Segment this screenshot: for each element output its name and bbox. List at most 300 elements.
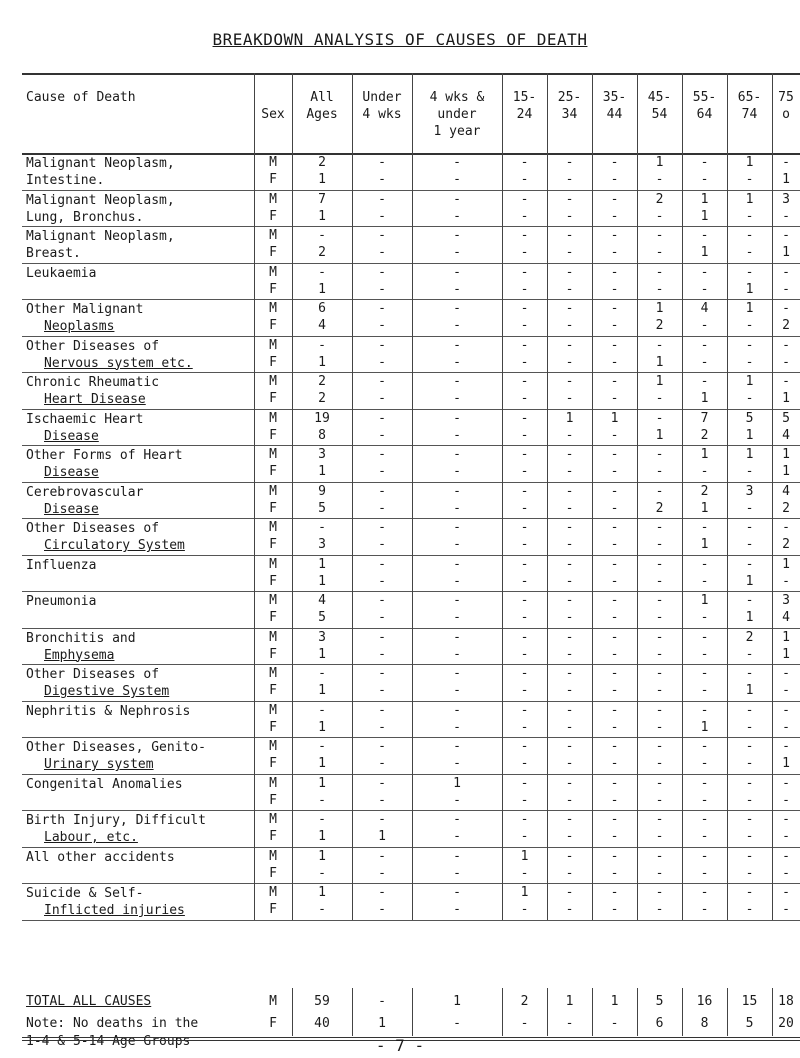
row-rule: [22, 445, 800, 446]
row-rule: [22, 701, 800, 702]
cause-name-line2: Disease: [44, 428, 99, 444]
age-group-value: -: [378, 865, 386, 881]
age-group-value: -: [655, 683, 664, 698]
total-age-group: 1: [610, 994, 619, 1009]
age-group-value: -: [700, 610, 709, 625]
sex-label: M: [269, 337, 277, 353]
age-group-value: 1: [782, 629, 790, 645]
all-ages-value: -: [318, 520, 326, 535]
header-age-group: 55-: [692, 90, 717, 105]
age-group-value: -: [453, 228, 461, 243]
cause-name: Influenza: [26, 557, 97, 573]
header-age-group: 64: [696, 107, 713, 122]
age-group-value: -: [378, 500, 386, 516]
age-group-value: -: [453, 610, 461, 625]
sex-label: M: [269, 483, 277, 499]
age-group-value: -: [700, 172, 709, 187]
total-age-group: 16: [696, 994, 713, 1009]
header-age-group: 25-: [557, 90, 582, 105]
age-group-value: -: [378, 756, 386, 771]
age-group-value: -: [700, 666, 709, 681]
cause-name-line2: Disease: [44, 501, 99, 517]
header-age-group: 4 wks &: [429, 90, 485, 105]
age-group-value: -: [453, 391, 461, 406]
age-group-value: -: [610, 208, 619, 224]
age-group-value: 3: [782, 191, 790, 207]
age-group-value: -: [782, 683, 790, 698]
age-group-value: -: [453, 208, 461, 224]
age-group-value: -: [745, 646, 754, 662]
age-group-value: -: [610, 483, 619, 499]
total-age-group: 1: [378, 1016, 386, 1031]
cause-name-line2: Labour, etc.: [44, 830, 138, 845]
all-ages-value: 2: [318, 155, 326, 170]
age-group-value: -: [610, 464, 619, 479]
sex-label: M: [269, 666, 277, 681]
age-group-value: 1: [782, 447, 790, 462]
age-group-value: -: [378, 245, 386, 260]
age-group-value: -: [565, 683, 574, 698]
sex-label: F: [269, 391, 277, 406]
sex-label: M: [269, 739, 277, 754]
age-group-value: -: [520, 191, 529, 207]
sex-label: F: [269, 354, 277, 370]
age-group-value: -: [745, 464, 754, 479]
all-ages-value: -: [318, 337, 326, 353]
age-group-value: -: [745, 500, 754, 516]
sex-label: M: [269, 520, 277, 535]
sex-label: M: [269, 374, 277, 389]
age-group-value: -: [655, 848, 664, 864]
age-group-value: 1: [700, 447, 709, 462]
age-group-value: 1: [782, 756, 790, 771]
age-group-value: 1: [700, 719, 709, 735]
age-group-value: -: [453, 374, 461, 389]
all-ages-value: -: [318, 666, 326, 681]
row-rule: [22, 226, 800, 227]
cause-name-line2: Urinary system: [44, 757, 154, 772]
age-group-value: -: [655, 775, 664, 791]
age-group-value: -: [655, 756, 664, 771]
header-age-group: Under: [362, 90, 402, 105]
age-group-value: -: [378, 812, 386, 827]
age-group-value: 7: [700, 410, 709, 426]
age-group-value: 1: [655, 374, 664, 389]
totals-note: 1-4 & 5-14 Age Groups: [26, 1034, 191, 1049]
sex-label: M: [269, 885, 277, 900]
age-group-value: -: [610, 792, 619, 808]
total-age-group: 5: [745, 1016, 754, 1031]
header-age-group: 65-: [737, 90, 762, 105]
age-group-value: -: [453, 337, 461, 353]
sex-label: F: [269, 683, 277, 698]
age-group-value: -: [565, 447, 574, 462]
age-group-value: 1: [700, 500, 709, 516]
header-cause: Cause of Death: [26, 90, 136, 105]
age-group-value: -: [520, 556, 529, 572]
cause-name-line2: Lung, Bronchus.: [26, 209, 144, 225]
cause-name: Malignant Neoplasm,: [26, 156, 175, 171]
age-group-value: -: [520, 228, 529, 243]
cause-name: All other accidents: [26, 849, 175, 865]
age-group-value: -: [378, 337, 386, 353]
age-group-value: -: [610, 756, 619, 771]
age-group-value: -: [520, 245, 529, 260]
age-group-value: -: [610, 629, 619, 645]
age-group-value: -: [453, 483, 461, 499]
age-group-value: -: [610, 719, 619, 735]
age-group-value: -: [378, 208, 386, 224]
age-group-value: -: [520, 537, 529, 552]
age-group-value: -: [610, 739, 619, 754]
age-group-value: -: [565, 646, 574, 662]
age-group-value: -: [745, 264, 754, 280]
age-group-value: -: [655, 829, 664, 844]
age-group-value: -: [520, 719, 529, 735]
age-group-value: -: [453, 537, 461, 552]
row-rule: [22, 774, 800, 775]
age-group-value: -: [700, 812, 709, 827]
all-ages-value: -: [318, 865, 326, 881]
age-group-value: 1: [565, 410, 574, 426]
row-rule: [22, 883, 800, 884]
age-group-value: -: [520, 775, 529, 791]
age-group-value: -: [565, 301, 574, 316]
age-group-value: -: [453, 354, 461, 370]
age-group-value: -: [700, 573, 709, 589]
row-rule: [22, 810, 800, 811]
age-group-value: -: [565, 500, 574, 516]
age-group-value: 1: [745, 374, 754, 389]
age-group-value: -: [655, 702, 664, 718]
sex-label: M: [269, 447, 277, 462]
age-group-value: 1: [782, 464, 790, 479]
age-group-value: -: [782, 812, 790, 827]
sex-label: F: [269, 318, 277, 333]
age-group-value: -: [378, 520, 386, 535]
row-rule: [22, 299, 800, 300]
age-group-value: -: [782, 666, 790, 681]
age-group-value: -: [782, 865, 790, 881]
age-group-value: -: [453, 410, 461, 426]
age-group-value: -: [700, 374, 709, 389]
age-group-value: -: [453, 427, 461, 443]
sex-label: F: [269, 792, 277, 808]
age-group-value: -: [700, 228, 709, 243]
all-ages-value: 4: [318, 593, 326, 608]
age-group-value: -: [745, 172, 754, 187]
all-ages-value: 1: [318, 281, 326, 297]
age-group-value: -: [378, 447, 386, 462]
age-group-value: 4: [782, 610, 790, 625]
age-group-value: -: [745, 337, 754, 353]
age-group-value: -: [378, 610, 386, 625]
age-group-value: 2: [782, 500, 790, 516]
total-age-group: 18: [778, 994, 794, 1009]
age-group-value: -: [453, 245, 461, 260]
sex-label: F: [269, 610, 277, 625]
totals-label: TOTAL ALL CAUSES: [26, 994, 152, 1009]
all-ages-value: 1: [318, 172, 326, 187]
age-group-value: -: [610, 191, 619, 207]
age-group-value: -: [700, 792, 709, 808]
all-ages-value: 9: [318, 483, 326, 499]
header-age-group: 15-: [512, 90, 537, 105]
age-group-value: -: [378, 902, 386, 917]
age-group-value: -: [745, 318, 754, 333]
age-group-value: -: [378, 155, 386, 170]
age-group-value: -: [700, 155, 709, 170]
all-ages-value: 1: [318, 683, 326, 698]
cause-name-line2: Breast.: [26, 246, 81, 261]
total-all-ages: 59: [314, 994, 330, 1009]
age-group-value: 1: [700, 537, 709, 552]
cause-name-line2: Nervous system etc.: [44, 355, 193, 371]
all-ages-value: 1: [318, 646, 326, 662]
age-group-value: -: [378, 646, 386, 662]
age-group-value: -: [655, 610, 664, 625]
age-group-value: -: [565, 537, 574, 552]
all-ages-value: 1: [318, 885, 326, 900]
totals-column-rule: [772, 988, 773, 1036]
age-group-value: -: [520, 172, 529, 187]
age-group-value: -: [610, 301, 619, 316]
age-group-value: -: [520, 756, 529, 771]
age-group-value: -: [453, 829, 461, 844]
age-group-value: -: [610, 155, 619, 170]
age-group-value: -: [700, 646, 709, 662]
age-group-value: -: [378, 792, 386, 808]
header-age-group: 74: [741, 107, 758, 122]
age-group-value: -: [782, 702, 790, 718]
age-group-value: 2: [782, 318, 790, 333]
header-sex: Sex: [261, 107, 285, 122]
row-rule: [22, 372, 800, 373]
age-group-value: -: [610, 829, 619, 844]
header-all-ages: Ages: [306, 107, 338, 122]
age-group-value: -: [453, 885, 461, 900]
sex-label: M: [269, 410, 277, 426]
header-age-group: 34: [561, 107, 578, 122]
age-group-value: -: [745, 792, 754, 808]
age-group-value: -: [520, 610, 529, 625]
totals-column-rule: [547, 988, 548, 1036]
age-group-value: -: [700, 865, 709, 881]
age-group-value: -: [520, 464, 529, 479]
header-age-group: o: [782, 107, 790, 122]
age-group-value: -: [565, 829, 574, 844]
age-group-value: 1: [782, 391, 790, 406]
age-group-value: -: [453, 556, 461, 572]
age-group-value: -: [700, 264, 709, 280]
totals-column-rule: [292, 988, 293, 1036]
total-age-group: 20: [778, 1016, 794, 1031]
age-group-value: -: [520, 702, 529, 718]
sex-label: M: [269, 155, 277, 170]
totals-column-rule: [352, 988, 353, 1036]
cause-name: Other Diseases of: [26, 521, 160, 536]
header-age-group: 44: [606, 107, 623, 122]
age-group-value: -: [782, 829, 790, 844]
total-age-group: -: [378, 994, 386, 1009]
cause-name: Chronic Rheumatic: [26, 375, 160, 390]
age-group-value: -: [782, 848, 790, 864]
sex-label: F: [269, 208, 277, 224]
age-group-value: -: [745, 537, 754, 552]
all-ages-value: 6: [318, 301, 326, 316]
all-ages-value: 1: [318, 556, 326, 572]
age-group-value: -: [610, 683, 619, 698]
cause-name: Ischaemic Heart: [26, 411, 144, 427]
age-group-value: -: [453, 301, 461, 316]
age-group-value: -: [378, 775, 386, 791]
cause-name: Bronchitis and: [26, 630, 136, 646]
table-top-rule: [22, 73, 800, 75]
age-group-value: -: [378, 281, 386, 297]
age-group-value: -: [655, 281, 664, 297]
age-group-value: -: [745, 775, 754, 791]
age-group-value: -: [378, 537, 386, 552]
age-group-value: -: [565, 865, 574, 881]
age-group-value: -: [378, 483, 386, 499]
age-group-value: -: [655, 573, 664, 589]
age-group-value: -: [610, 593, 619, 608]
age-group-value: -: [655, 719, 664, 735]
age-group-value: -: [700, 885, 709, 900]
cause-name-line2: Heart Disease: [44, 392, 146, 407]
sex-label: M: [269, 629, 277, 645]
age-group-value: -: [378, 556, 386, 572]
age-group-value: -: [520, 629, 529, 645]
age-group-value: -: [378, 374, 386, 389]
sex-label: F: [269, 245, 277, 260]
row-rule: [22, 737, 800, 738]
age-group-value: -: [520, 374, 529, 389]
all-ages-value: 8: [318, 427, 326, 443]
row-rule: [22, 336, 800, 337]
header-age-group: 45-: [647, 90, 672, 105]
all-ages-value: 1: [318, 756, 326, 771]
age-group-value: -: [782, 520, 790, 535]
age-group-value: -: [655, 464, 664, 479]
age-group-value: 2: [655, 500, 664, 516]
all-ages-value: 1: [318, 719, 326, 735]
age-group-value: -: [378, 739, 386, 754]
sex-label: F: [269, 1016, 277, 1031]
age-group-value: -: [655, 812, 664, 827]
age-group-value: -: [520, 739, 529, 754]
header-age-group: 4 wks: [362, 107, 402, 122]
age-group-value: -: [378, 410, 386, 426]
age-group-value: -: [378, 666, 386, 681]
age-group-value: 1: [745, 447, 754, 462]
age-group-value: -: [453, 281, 461, 297]
age-group-value: -: [565, 245, 574, 260]
age-group-value: -: [565, 520, 574, 535]
age-group-value: -: [610, 885, 619, 900]
age-group-value: -: [453, 520, 461, 535]
age-group-value: 1: [700, 391, 709, 406]
age-group-value: -: [700, 848, 709, 864]
age-group-value: -: [610, 702, 619, 718]
age-group-value: -: [655, 264, 664, 280]
age-group-value: -: [520, 337, 529, 353]
sex-label: F: [269, 865, 277, 881]
age-group-value: -: [520, 318, 529, 333]
row-rule: [22, 591, 800, 592]
cause-name: Pneumonia: [26, 594, 97, 609]
sex-label: F: [269, 537, 277, 552]
sex-label: M: [269, 994, 277, 1009]
age-group-value: -: [565, 264, 574, 280]
age-group-value: -: [565, 337, 574, 353]
header-age-group: 1 year: [433, 124, 481, 139]
row-rule: [22, 555, 800, 556]
age-group-value: 1: [782, 646, 790, 662]
age-group-value: -: [610, 848, 619, 864]
age-group-value: -: [520, 865, 529, 881]
cause-name: Malignant Neoplasm,: [26, 192, 175, 208]
sex-label: M: [269, 228, 277, 243]
age-group-value: 2: [745, 629, 754, 645]
age-group-value: -: [565, 191, 574, 207]
age-group-value: 4: [782, 427, 790, 443]
age-group-value: -: [655, 593, 664, 608]
totals-column-rule: [682, 988, 683, 1036]
age-group-value: 1: [655, 427, 664, 443]
age-group-value: -: [453, 812, 461, 827]
age-group-value: -: [745, 208, 754, 224]
age-group-value: -: [378, 301, 386, 316]
age-group-value: -: [610, 391, 619, 406]
total-age-group: 6: [655, 1016, 664, 1031]
cause-name: Other Forms of Heart: [26, 448, 183, 463]
age-group-value: -: [610, 573, 619, 589]
age-group-value: -: [378, 702, 386, 718]
age-group-value: -: [565, 756, 574, 771]
age-group-value: -: [378, 848, 386, 864]
age-group-value: -: [745, 902, 754, 917]
age-group-value: -: [610, 902, 619, 917]
age-group-value: -: [655, 629, 664, 645]
age-group-value: -: [378, 719, 386, 735]
age-group-value: -: [610, 537, 619, 552]
total-age-group: -: [453, 1016, 461, 1031]
totals-column-rule: [592, 988, 593, 1036]
age-group-value: -: [520, 646, 529, 662]
cause-name: Nephritis & Nephrosis: [26, 703, 191, 719]
age-group-value: -: [520, 281, 529, 297]
age-group-value: -: [655, 172, 664, 187]
total-age-group: 5: [655, 994, 664, 1009]
age-group-value: -: [745, 865, 754, 881]
age-group-value: -: [655, 739, 664, 754]
cause-name-line2: Digestive System: [44, 684, 170, 699]
age-group-value: -: [453, 848, 461, 864]
all-ages-value: -: [318, 812, 326, 827]
age-group-value: -: [655, 792, 664, 808]
age-group-value: 1: [782, 245, 790, 260]
age-group-value: -: [610, 337, 619, 353]
totals-column-rule: [502, 988, 503, 1036]
row-rule: [22, 518, 800, 519]
age-group-value: -: [520, 354, 529, 370]
age-group-value: -: [655, 666, 664, 681]
age-group-value: -: [453, 573, 461, 589]
age-group-value: -: [700, 902, 709, 917]
age-group-value: -: [565, 902, 574, 917]
age-group-value: -: [610, 520, 619, 535]
